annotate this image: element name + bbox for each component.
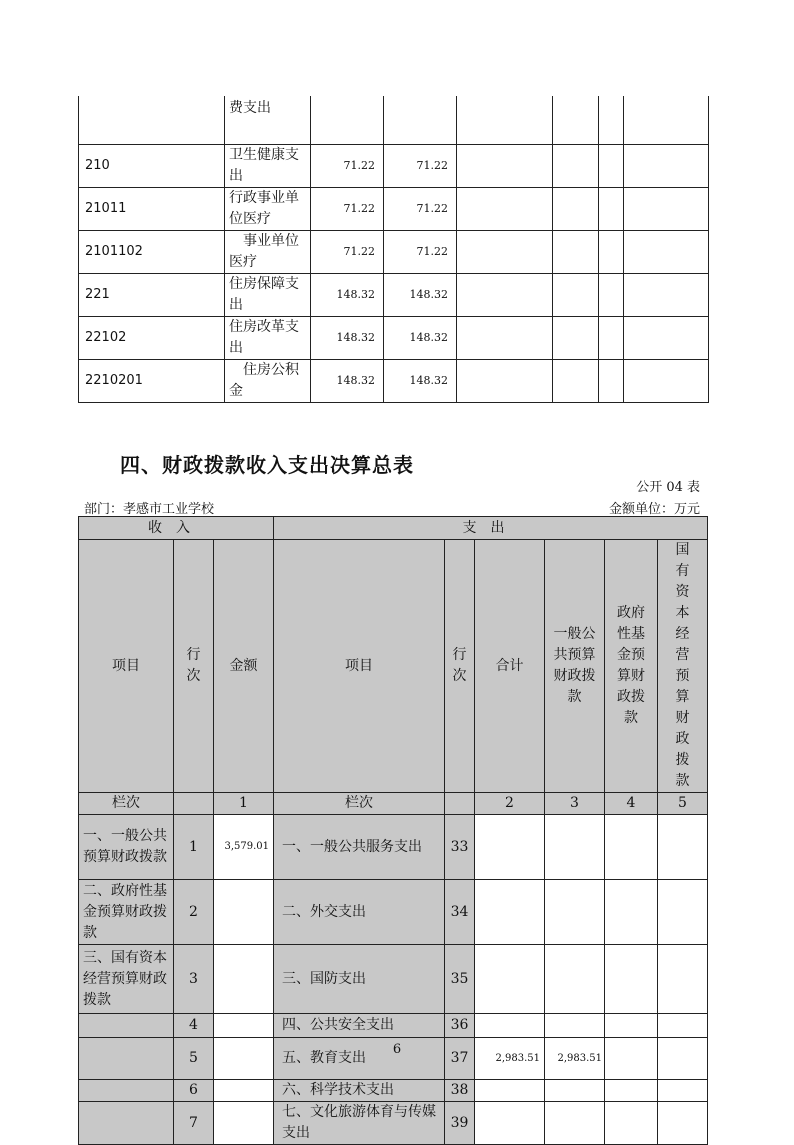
table-row <box>79 880 708 945</box>
income-item: 二、政府性基金预算财政拨款 <box>79 880 174 945</box>
index-cell: 2 <box>475 793 545 815</box>
subject-name: 住房公积金 <box>225 359 311 402</box>
index-cell <box>174 793 214 815</box>
subject-code: 2210201 <box>79 359 225 402</box>
col-amount: 金额 <box>214 540 274 793</box>
index-label: 栏次 <box>79 793 174 815</box>
index-cell: 5 <box>658 793 708 815</box>
expense-row-no: 33 <box>445 815 475 880</box>
empty-cell <box>457 359 553 402</box>
expense-item: 一、一般公共服务支出 <box>274 815 445 880</box>
general-value <box>545 1080 605 1102</box>
total-value: 148.32 <box>311 316 384 359</box>
department-label: 部门：孝感市工业学校 <box>84 502 215 517</box>
empty-cell <box>553 144 599 187</box>
col-row: 行次 <box>174 540 214 793</box>
fund-value <box>605 1102 658 1145</box>
income-header: 收入 <box>79 517 274 540</box>
subject-code: 21011 <box>79 187 225 230</box>
income-item <box>79 1014 174 1038</box>
subject-code <box>79 96 225 144</box>
income-item: 三、国有资本经营预算财政拨款 <box>79 945 174 1014</box>
basic-value: 71.22 <box>384 144 457 187</box>
total-value <box>475 880 545 945</box>
col-exp-item: 项目 <box>274 540 445 793</box>
index-label: 栏次 <box>274 793 445 815</box>
table-row <box>79 359 709 402</box>
total-value <box>475 815 545 880</box>
empty-cell <box>553 230 599 273</box>
total-value <box>311 96 384 144</box>
fund-value <box>605 880 658 945</box>
empty-cell <box>553 187 599 230</box>
section-title: 四、财政拨款收入支出决算总表 <box>120 453 414 477</box>
state-value <box>658 815 708 880</box>
income-amount: 3,579.01 <box>214 815 274 880</box>
expense-item: 七、文化旅游体育与传媒支出 <box>274 1102 445 1145</box>
empty-cell <box>599 96 624 144</box>
col-total: 合计 <box>475 540 545 793</box>
total-value: 71.22 <box>311 144 384 187</box>
income-amount <box>214 1080 274 1102</box>
empty-cell <box>457 187 553 230</box>
subject-name: 住房改革支出 <box>225 316 311 359</box>
empty-cell <box>457 144 553 187</box>
subject-name: 卫生健康支出 <box>225 144 311 187</box>
expense-header: 支出 <box>274 517 708 540</box>
empty-cell <box>457 230 553 273</box>
general-value <box>545 880 605 945</box>
expense-item: 四、公共安全支出 <box>274 1014 445 1038</box>
col-general: 一般公共预算财政拨款 <box>545 540 605 793</box>
expenditure-detail-table <box>78 96 709 403</box>
income-amount <box>214 945 274 1014</box>
income-amount <box>214 880 274 945</box>
table-row <box>79 316 709 359</box>
expense-row-no: 36 <box>445 1014 475 1038</box>
col-fund: 政府性基金预算财政拨款 <box>605 540 658 793</box>
empty-cell <box>553 316 599 359</box>
empty-cell <box>599 230 624 273</box>
col-state: 国有资本经营预算财政拨款 <box>658 540 708 793</box>
total-value: 2,983.51 <box>475 1038 545 1080</box>
basic-value <box>384 96 457 144</box>
table-row <box>79 1014 708 1038</box>
table-row <box>79 1102 708 1145</box>
col-exp-row: 行次 <box>445 540 475 793</box>
empty-cell <box>457 96 553 144</box>
fund-value <box>605 815 658 880</box>
empty-cell <box>624 187 709 230</box>
index-cell <box>445 793 475 815</box>
total-value: 148.32 <box>311 359 384 402</box>
expense-item: 二、外交支出 <box>274 880 445 945</box>
empty-cell <box>599 316 624 359</box>
basic-value: 148.32 <box>384 359 457 402</box>
fund-value <box>605 1080 658 1102</box>
table-row <box>79 230 709 273</box>
total-value: 148.32 <box>311 273 384 316</box>
col-item: 项目 <box>79 540 174 793</box>
state-value <box>658 945 708 1014</box>
empty-cell <box>553 359 599 402</box>
empty-cell <box>624 273 709 316</box>
empty-cell <box>624 316 709 359</box>
unit-label: 金额单位：万元 <box>608 502 700 517</box>
expense-item: 三、国防支出 <box>274 945 445 1014</box>
state-value <box>658 880 708 945</box>
expense-item: 六、科学技术支出 <box>274 1080 445 1102</box>
table-row <box>79 945 708 1014</box>
expense-row-no: 35 <box>445 945 475 1014</box>
total-value <box>475 1080 545 1102</box>
state-value <box>658 1080 708 1102</box>
form-code: 公开 04 表 <box>636 480 700 495</box>
general-value <box>545 815 605 880</box>
income-row-no: 2 <box>174 880 214 945</box>
income-amount <box>214 1102 274 1145</box>
index-cell: 3 <box>545 793 605 815</box>
empty-cell <box>599 273 624 316</box>
basic-value: 148.32 <box>384 273 457 316</box>
total-value: 71.22 <box>311 230 384 273</box>
basic-value: 71.22 <box>384 230 457 273</box>
header-row <box>79 517 708 540</box>
empty-cell <box>599 144 624 187</box>
expense-row-no: 39 <box>445 1102 475 1145</box>
total-value <box>475 1102 545 1145</box>
income-amount <box>214 1014 274 1038</box>
subject-name: 事业单位医疗 <box>225 230 311 273</box>
table-row <box>79 144 709 187</box>
header-row <box>79 540 708 793</box>
income-row-no: 6 <box>174 1080 214 1102</box>
empty-cell <box>599 359 624 402</box>
table-row <box>79 815 708 880</box>
state-value <box>658 1014 708 1038</box>
expense-row-no: 37 <box>445 1038 475 1080</box>
table-row <box>79 1080 708 1102</box>
empty-cell <box>457 316 553 359</box>
income-row-no: 5 <box>174 1038 214 1080</box>
page-number: 6 <box>392 1042 402 1057</box>
expense-row-no: 34 <box>445 880 475 945</box>
table-row <box>79 273 709 316</box>
income-item: 一、一般公共预算财政拨款 <box>79 815 174 880</box>
general-value <box>545 1014 605 1038</box>
empty-cell <box>553 96 599 144</box>
state-value <box>658 1102 708 1145</box>
total-value: 71.22 <box>311 187 384 230</box>
empty-cell <box>624 96 709 144</box>
general-value <box>545 1102 605 1145</box>
basic-value: 71.22 <box>384 187 457 230</box>
index-row <box>79 793 708 815</box>
total-value <box>475 945 545 1014</box>
subject-name: 行政事业单位医疗 <box>225 187 311 230</box>
empty-cell <box>624 359 709 402</box>
subject-code: 210 <box>79 144 225 187</box>
income-item <box>79 1080 174 1102</box>
index-cell: 4 <box>605 793 658 815</box>
basic-value: 148.32 <box>384 316 457 359</box>
expense-row-no: 38 <box>445 1080 475 1102</box>
income-row-no: 7 <box>174 1102 214 1145</box>
empty-cell <box>457 273 553 316</box>
subject-code: 2101102 <box>79 230 225 273</box>
income-row-no: 1 <box>174 815 214 880</box>
subject-code: 22102 <box>79 316 225 359</box>
income-row-no: 3 <box>174 945 214 1014</box>
subject-code: 221 <box>79 273 225 316</box>
empty-cell <box>624 144 709 187</box>
empty-cell <box>624 230 709 273</box>
fund-value <box>605 945 658 1014</box>
table-row <box>79 96 709 144</box>
income-item <box>79 1102 174 1145</box>
index-cell: 1 <box>214 793 274 815</box>
empty-cell <box>599 187 624 230</box>
expense-item: 五、教育支出 <box>274 1038 445 1080</box>
empty-cell <box>553 273 599 316</box>
subject-name: 费支出 <box>225 96 311 144</box>
table-row <box>79 187 709 230</box>
fund-value <box>605 1014 658 1038</box>
general-value: 2,983.51 <box>545 1038 605 1080</box>
subject-name: 住房保障支出 <box>225 273 311 316</box>
general-value <box>545 945 605 1014</box>
income-row-no: 4 <box>174 1014 214 1038</box>
total-value <box>475 1014 545 1038</box>
